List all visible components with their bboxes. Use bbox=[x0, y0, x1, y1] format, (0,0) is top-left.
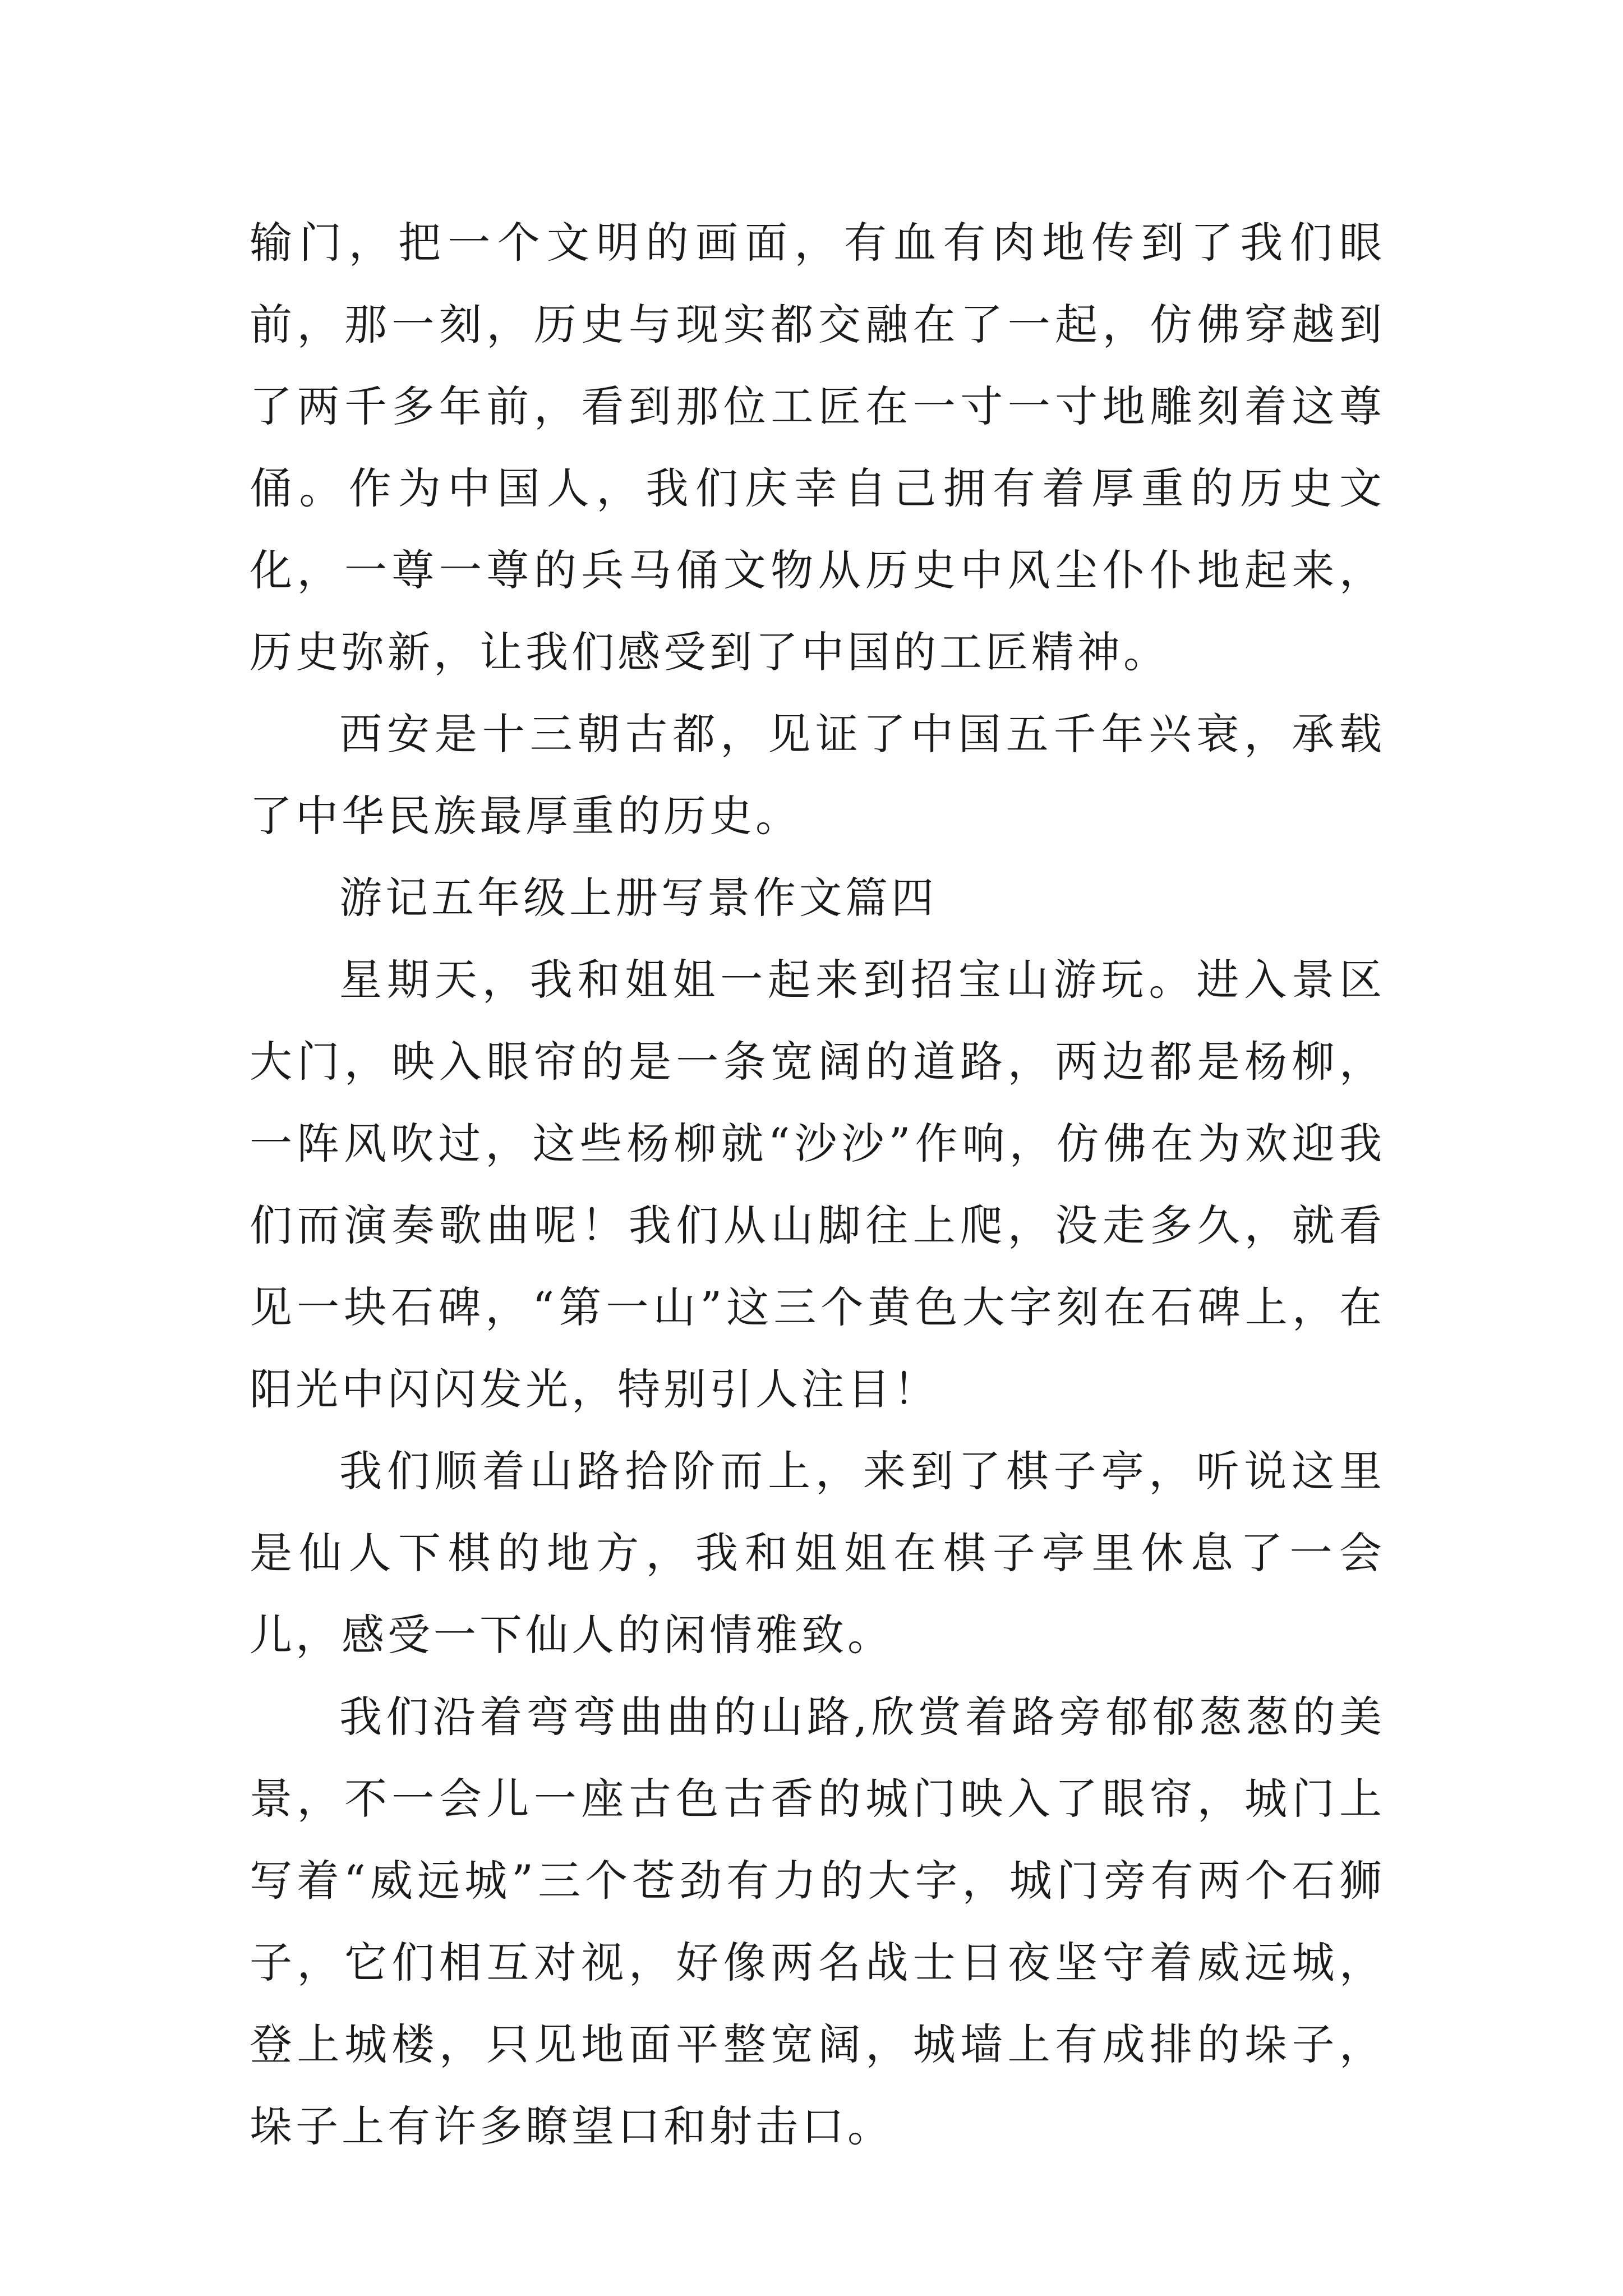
paragraph-sunday-trip: 星期天，我和姐姐一起来到招宝山游玩。进入景区大门，映入眼帘的是一条宽阔的道路，两边都是杨柳，一阵风吹过，这些杨柳就“沙沙”作响，仿佛在为欢迎我们而演奏歌曲呢！我们从山脚往上爬，没走多久，就看见一块石碑，“第一山”这三个黄色大字刻在石碑上，在阳光中闪闪发光，特别引人注目！ bbox=[250, 955, 1385, 1414]
paragraph-continuation: 输门，把一个文明的画面，有血有肉地传到了我们眼前，那一刻，历史与现实都交融在了一起，仿佛穿越到了两千多年前，看到那位工匠在一寸一寸地雕刻着这尊俑。作为中国人，我们庆幸自己拥有着厚重的历史文化，一尊一尊的兵马俑文物从历史中风尘仆仆地起来，历史弥新，让我们感受到了中国的工匠精神。 bbox=[250, 218, 1385, 677]
paragraph-weiyuan-city: 我们沿着弯弯曲曲的山路,欣赏着路旁郁郁葱葱的美景，不一会儿一座古色古香的城门映入了眼帘，城门上写着“威远城”三个苍劲有力的大字，城门旁有两个石狮子，它们相互对视，好像两名战士日夜坚守着威远城，登上城楼，只见地面平整宽阔，城墙上有成排的垛子，垛子上有许多瞭望口和射击口。 bbox=[250, 1692, 1385, 2151]
essay-body bbox=[250, 202, 1385, 2168]
paragraph-chess-pavilion: 我们顺着山路拾阶而上，来到了棋子亭，听说这里是仙人下棋的地方，我和姐姐在棋子亭里休息了一会儿，感受一下仙人的闲情雅致。 bbox=[250, 1446, 1385, 1660]
paragraph-xian: 西安是十三朝古都，见证了中国五千年兴衰，承载了中华民族最厚重的历史。 bbox=[250, 709, 1385, 841]
section-heading: 游记五年级上册写景作文篇四 bbox=[339, 873, 937, 923]
